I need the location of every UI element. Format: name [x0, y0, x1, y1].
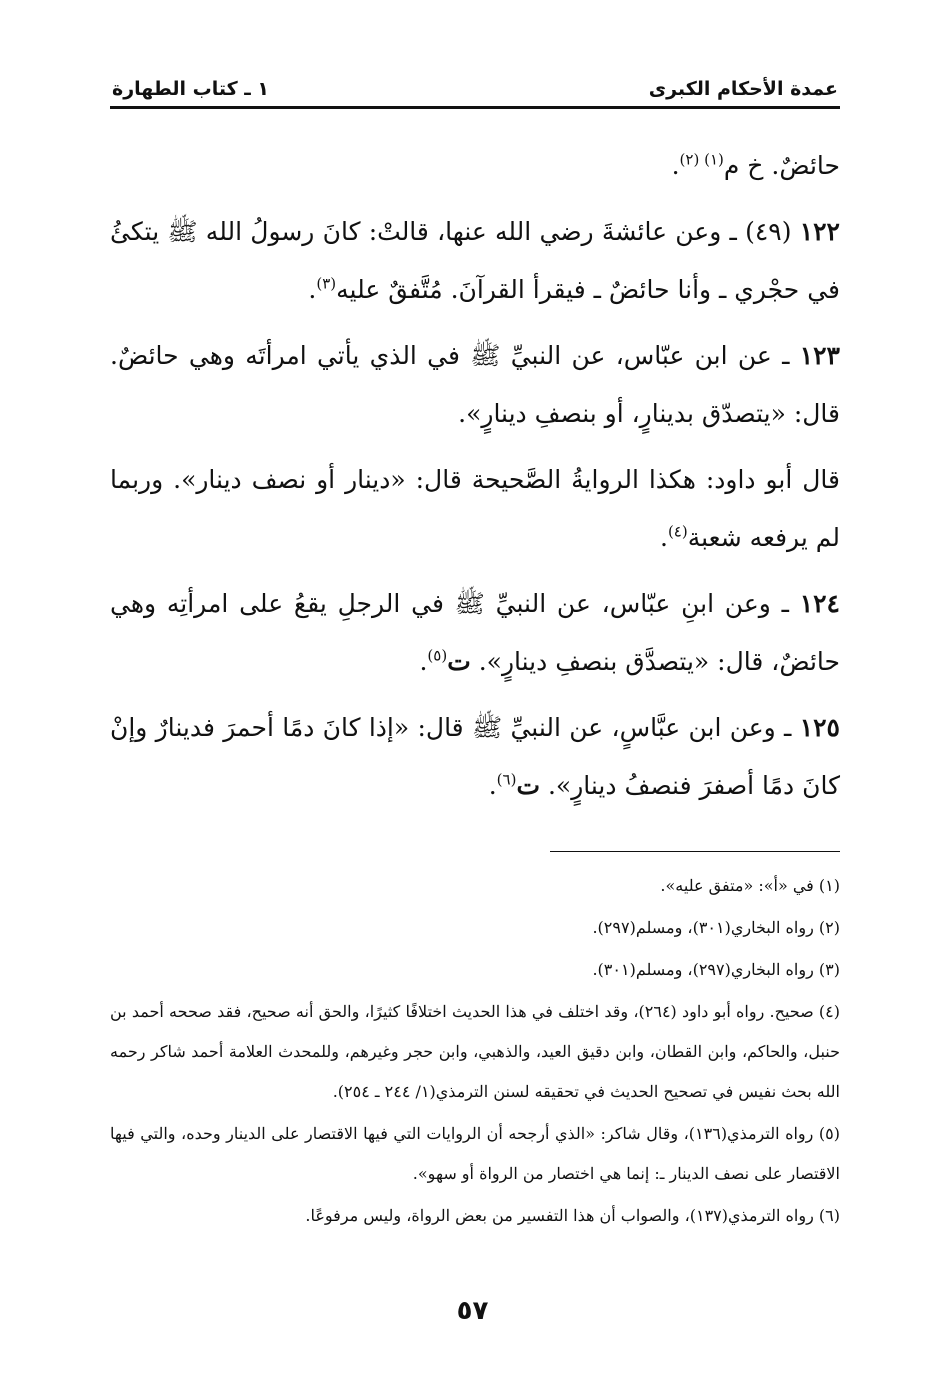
- paragraph-continuation: حائضٌ. خ م$^{(١) (٢)}$.: [671, 150, 840, 180]
- source-siglum: ت: [516, 771, 540, 800]
- hadith-number: ١٢٢: [799, 217, 840, 246]
- footnote-4: (٤) صحيح. رواه أبو داود (٢٦٤)، وقد اختلف في هذا الحديث اختلافًا كثيرًا، والحق أنه صحيح، فقد صححه أحمد بن حنبل، والحاكم، وابن القطان، وابن دقيق العيد، والذهبي، وابن حجر وغيرهم، وللمحدث العلامة أحمد شاكر رحمه الله بحث نفيس في تصحيح الحديث في تحقيقه لسنن الترمذي(١/ ٢٤٤ ـ ٢٥٤).: [110, 1002, 841, 1101]
- hadith-123: [110, 327, 840, 443]
- footnote-3: (٣) رواه البخاري(٢٩٧)، ومسلم(٣٠١).: [592, 960, 840, 979]
- footnote-5: (٥) رواه الترمذي(١٣٦)، وقال شاكر: «الذي أرجحه أن الروايات التي فيها الاقتصار على الدينار وحده، والتي فيها الاقتصار على نصف الدينار ـ: إنما هي اختصار من الرواة أو سهو».: [110, 1124, 840, 1183]
- footnote-divider: [550, 851, 840, 852]
- hadith-125: ١٢٥ ـ وعن ابن عبَّاسٍ، عن النبيِّ ﷺ قال: «إذا كانَ دمًا أحمرَ فدينارٌ وإنْ كانَ دمًا أصفرَ فنصفُ دينارٍ». ت$^{(٦)}$.: [110, 713, 840, 800]
- hadith-122: ١٢٢ (٤٩) ـ وعن عائشةَ رضي الله عنها، قالتْ: كانَ رسولُ الله ﷺ يتكئُ في حجْري ـ وأنا حائضٌ ـ فيقرأ القرآنَ. مُتَّفقٌ عليه$^{(٣)}$.: [110, 217, 840, 304]
- abu-dawud-note: قال أبو داود: هكذا الروايةُ الصَّحيحة قال: «دينار أو نصف دينار». وربما لم يرفعه شعبة$^{(٤)}$.: [110, 465, 840, 552]
- footnotes: [110, 866, 840, 1236]
- chapter-title: ١ ـ كتاب الطهارة: [112, 78, 269, 100]
- running-header: [110, 78, 840, 109]
- footnote-2: (٢) رواه البخاري(٣٠١)، ومسلم(٢٩٧).: [592, 918, 840, 937]
- book-title: عمدة الأحكام الكبرى: [648, 78, 838, 100]
- book-page: [110, 78, 840, 1358]
- footnote-ref: (٥): [427, 646, 448, 665]
- hadith-number: ١٢٤: [799, 589, 840, 618]
- footnote-ref: (٣): [316, 274, 337, 293]
- footnote-6: (٦) رواه الترمذي(١٣٧)، والصواب أن هذا التفسير من بعض الرواة، وليس مرفوعًا.: [305, 1206, 840, 1225]
- hadith-text: ـ وعن ابن عبَّاسٍ، عن النبيِّ ﷺ قال: «إذا كانَ دمًا أحمرَ فدينارٌ وإنْ كانَ دمًا أصفرَ فنصفُ دينارٍ».: [110, 713, 840, 800]
- hadith-text: ـ وعن ابنِ عبّاس، عن النبيِّ ﷺ في الرجلِ يقعُ على امرأتِه وهي حائضٌ، قال: «يتصدَّق بنصفِ دينارٍ».: [110, 589, 840, 676]
- main-text: [110, 137, 840, 815]
- footnote-ref: (٦): [496, 770, 517, 789]
- note-text: قال أبو داود: هكذا الروايةُ الصَّحيحة قال: «دينار أو نصف دينار». وربما لم يرفعه شعبة: [110, 465, 840, 552]
- source-siglum: ت: [447, 647, 471, 676]
- paragraph-text: حائضٌ. خ م: [723, 151, 840, 180]
- footnote-ref: (١) (٢): [679, 150, 724, 169]
- page-number: ٥٧: [456, 1296, 489, 1326]
- footnote-ref: (٤): [667, 522, 688, 541]
- hadith-text: (٤٩) ـ وعن عائشةَ رضي الله عنها، قالتْ: كانَ رسولُ الله ﷺ يتكئُ في حجْري ـ وأنا حائضٌ ـ فيقرأ القرآنَ. مُتَّفقٌ عليه: [110, 217, 840, 304]
- hadith-number: ١٢٥: [799, 713, 840, 742]
- footnote-1: (١) في «أ»: «متفق عليه».: [660, 876, 840, 895]
- hadith-text: ـ عن ابن عبّاس، عن النبيِّ ﷺ في الذي يأتي امرأتَه وهي حائضٌ. قال: «يتصدّق بدينارٍ، أو بنصفِ دينارٍ».: [110, 341, 840, 428]
- hadith-124: ١٢٤ ـ وعن ابنِ عبّاس، عن النبيِّ ﷺ في الرجلِ يقعُ على امرأتِه وهي حائضٌ، قال: «يتصدَّق بنصفِ دينارٍ». ت$^{(٥)}$.: [110, 589, 840, 676]
- hadith-number: ١٢٣: [799, 341, 840, 370]
